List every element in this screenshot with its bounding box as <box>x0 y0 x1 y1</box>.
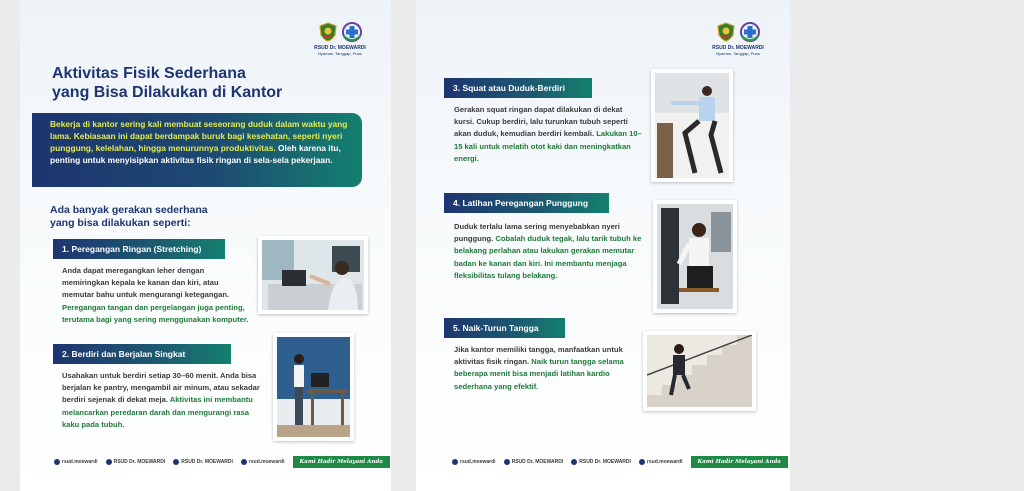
youtube-handle: RSUD Dr. MOEWARDI <box>579 459 631 465</box>
globe-icon <box>639 459 645 465</box>
section-3-text: Gerakan squat ringan dapat dilakukan di dekat kursi. Cukup berdiri, lalu turunkan tubuh seperti akan duduk, kemudian berdiri kembali. <box>454 105 628 139</box>
footer-instagram[interactable] <box>54 459 98 465</box>
section-3-body <box>454 104 644 165</box>
website-handle: rsud.moewardi <box>646 459 683 465</box>
youtube-icon <box>173 459 179 465</box>
footer-page-1 <box>54 456 390 468</box>
footer-facebook[interactable] <box>504 459 564 465</box>
footer-youtube[interactable] <box>173 459 233 465</box>
section-4-text: Duduk terlalu lama sering menyebabkan nyeri punggung. <box>454 222 620 244</box>
section-3-header: 3. Squat atau Duduk-Berdiri <box>444 78 592 98</box>
hospital-cross-icon <box>341 22 363 42</box>
logo-name: RSUD Dr. MOEWARDI <box>712 45 764 51</box>
facebook-handle: RSUD Dr. MOEWARDI <box>511 459 564 465</box>
stairs-photo <box>643 331 756 411</box>
globe-icon <box>241 459 247 465</box>
hospital-cross-icon <box>739 22 761 42</box>
footer-tagline: Kami Hadir Melayani Anda <box>293 456 390 468</box>
poster-page-1 <box>20 0 391 491</box>
instagram-icon <box>54 459 60 465</box>
facebook-handle: RSUD Dr. MOEWARDI <box>113 459 166 465</box>
youtube-handle: RSUD Dr. MOEWARDI <box>181 459 233 465</box>
section-1-highlight: Peregangan tangan dan pergelangan juga penting, terutama bagi yang sering menggunakan komputer. <box>62 302 249 324</box>
section-5-body <box>454 344 644 393</box>
logo-tagline: Nyaman, Tanggap, Puas <box>716 51 760 56</box>
section-3-highlight: Lakukan 10–15 kali untuk melatih otot kaki dan meningkatkan energi. <box>454 129 642 163</box>
standing-photo <box>273 333 354 441</box>
footer-website[interactable] <box>639 459 683 465</box>
section-1-text: Anda dapat meregangkan leher dengan memiringkan kepala ke kanan dan kiri, atau memutar bahu untuk mengurangi ketegangan. <box>62 266 230 300</box>
province-emblem-icon <box>716 22 736 42</box>
subheading-line-1: Ada banyak gerakan sederhana <box>50 204 208 216</box>
section-1-body <box>62 265 252 326</box>
hospital-logo <box>313 22 367 56</box>
section-5-text: Jika kantor memiliki tangga, manfaatkan untuk aktivitas fisik ringan. <box>454 345 623 367</box>
section-1-header: 1. Peregangan Ringan (Stretching) <box>53 239 225 259</box>
section-4-highlight: Cobalah duduk tegak, lalu tarik tubuh ke belakang perlahan atau lakukan gerakan memutar badan ke kanan dan kiri. Ini membantu menjaga fleksibilitas tulang belakang. <box>454 234 642 280</box>
footer-website[interactable] <box>241 459 285 465</box>
section-2-header: 2. Berdiri dan Berjalan Singkat <box>53 344 231 364</box>
intro-box <box>32 113 362 187</box>
section-5-header: 5. Naik-Turun Tangga <box>444 318 565 338</box>
footer-tagline: Kami Hadir Melayani Anda <box>691 456 788 468</box>
title-line-2: yang Bisa Dilakukan di Kantor <box>52 84 283 101</box>
page-title <box>52 64 352 102</box>
facebook-icon <box>504 459 510 465</box>
section-5-highlight: Naik turun tangga selama beberapa menit bisa menjadi latihan kardio sederhana yang efektif. <box>454 357 624 391</box>
section-2-body <box>62 370 262 431</box>
hospital-logo <box>711 22 765 56</box>
section-2-text: Usahakan untuk berdiri setiap 30–60 menit. Anda bisa berjalan ke pantry, mengambil air minum, atau sekadar berdiri sejenak di dekat meja. <box>62 371 260 405</box>
facebook-icon <box>106 459 112 465</box>
footer-page-2 <box>452 456 788 468</box>
squat-photo <box>651 69 733 182</box>
subheading <box>50 204 270 230</box>
section-4-header: 4. Latihan Peregangan Punggung <box>444 193 609 213</box>
intro-highlight: Bekerja di kantor sering kali membuat seseorang duduk dalam waktu yang lama. Kebiasaan ini dapat berdampak buruk bagi kesehatan, seperti nyeri punggung, kelelahan, hingga menurunnya produktivitas. <box>50 119 348 153</box>
youtube-icon <box>571 459 577 465</box>
province-emblem-icon <box>318 22 338 42</box>
website-handle: rsud.moewardi <box>248 459 285 465</box>
instagram-handle: rsud.moewardi <box>62 459 98 465</box>
back-stretch-photo <box>653 200 737 313</box>
stretching-photo <box>258 236 368 314</box>
intro-rest: Oleh karena itu, penting untuk menyisipkan aktivitas fisik ringan di sela-sela pekerjaan. <box>50 143 341 165</box>
logo-tagline: Nyaman, Tanggap, Puas <box>318 51 362 56</box>
poster-page-2 <box>416 0 790 491</box>
footer-instagram[interactable] <box>452 459 496 465</box>
footer-facebook[interactable] <box>106 459 166 465</box>
subheading-line-2: yang bisa dilakukan seperti: <box>50 217 191 229</box>
section-4-body <box>454 221 649 282</box>
footer-youtube[interactable] <box>571 459 631 465</box>
instagram-icon <box>452 459 458 465</box>
section-2-highlight: Aktivitas ini membantu melancarkan peredaran darah dan mengurangi rasa kaku pada tubuh. <box>62 395 253 429</box>
instagram-handle: rsud.moewardi <box>460 459 496 465</box>
logo-name: RSUD Dr. MOEWARDI <box>314 45 366 51</box>
title-line-1: Aktivitas Fisik Sederhana <box>52 65 246 82</box>
